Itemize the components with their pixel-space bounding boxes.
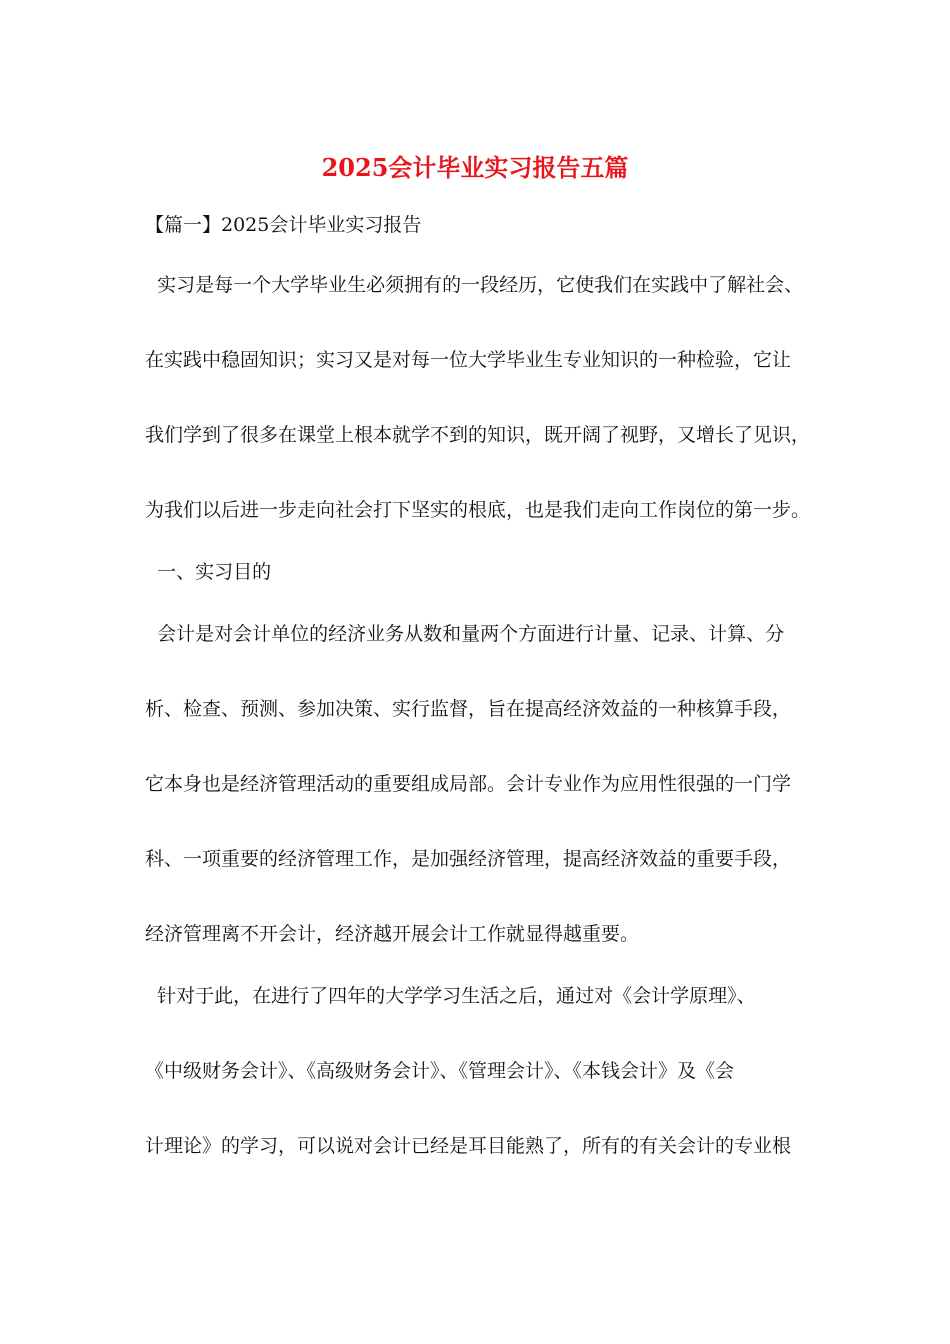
body-line-11: 《中级财务会计》、《高级财务会计》、《管理会计》、《本钱会计》及《会 bbox=[145, 1060, 735, 1082]
body-line-1: 实习是每一个大学毕业生必须拥有的一段经历，它使我们在实践中了解社会、 bbox=[145, 274, 804, 296]
body-line-4: 为我们以后进一步走向社会打下坚实的根底，也是我们走向工作岗位的第一步。 bbox=[145, 499, 811, 521]
body-line-2: 在实践中稳固知识；实习又是对每一位大学毕业生专业知识的一种检验，它让 bbox=[145, 349, 792, 371]
body-line-7: 它本身也是经济管理活动的重要组成局部。会计专业作为应用性很强的一门学 bbox=[145, 773, 792, 795]
section-subheading: 一、实习目的 bbox=[145, 561, 272, 583]
body-line-6: 析、检查、预测、参加决策、实行监督，旨在提高经济效益的一种核算手段， bbox=[145, 698, 792, 720]
body-line-8: 科、一项重要的经济管理工作，是加强经济管理，提高经济效益的重要手段， bbox=[145, 848, 792, 870]
document-title: 2025会计毕业实习报告五篇 bbox=[321, 153, 629, 182]
body-line-9: 经济管理离不开会计，经济越开展会计工作就显得越重要。 bbox=[145, 923, 640, 945]
body-line-10: 针对于此，在进行了四年的大学学习生活之后，通过对《会计学原理》、 bbox=[145, 985, 756, 1007]
section-heading: 【篇一】2025会计毕业实习报告 bbox=[145, 214, 422, 236]
body-line-3: 我们学到了很多在课堂上根本就学不到的知识，既开阔了视野，又增长了见识， bbox=[145, 424, 811, 446]
body-line-5: 会计是对会计单位的经济业务从数和量两个方面进行计量、记录、计算、分 bbox=[145, 623, 785, 645]
body-line-12: 计理论》的学习，可以说对会计已经是耳目能熟了，所有的有关会计的专业根 bbox=[145, 1135, 792, 1157]
